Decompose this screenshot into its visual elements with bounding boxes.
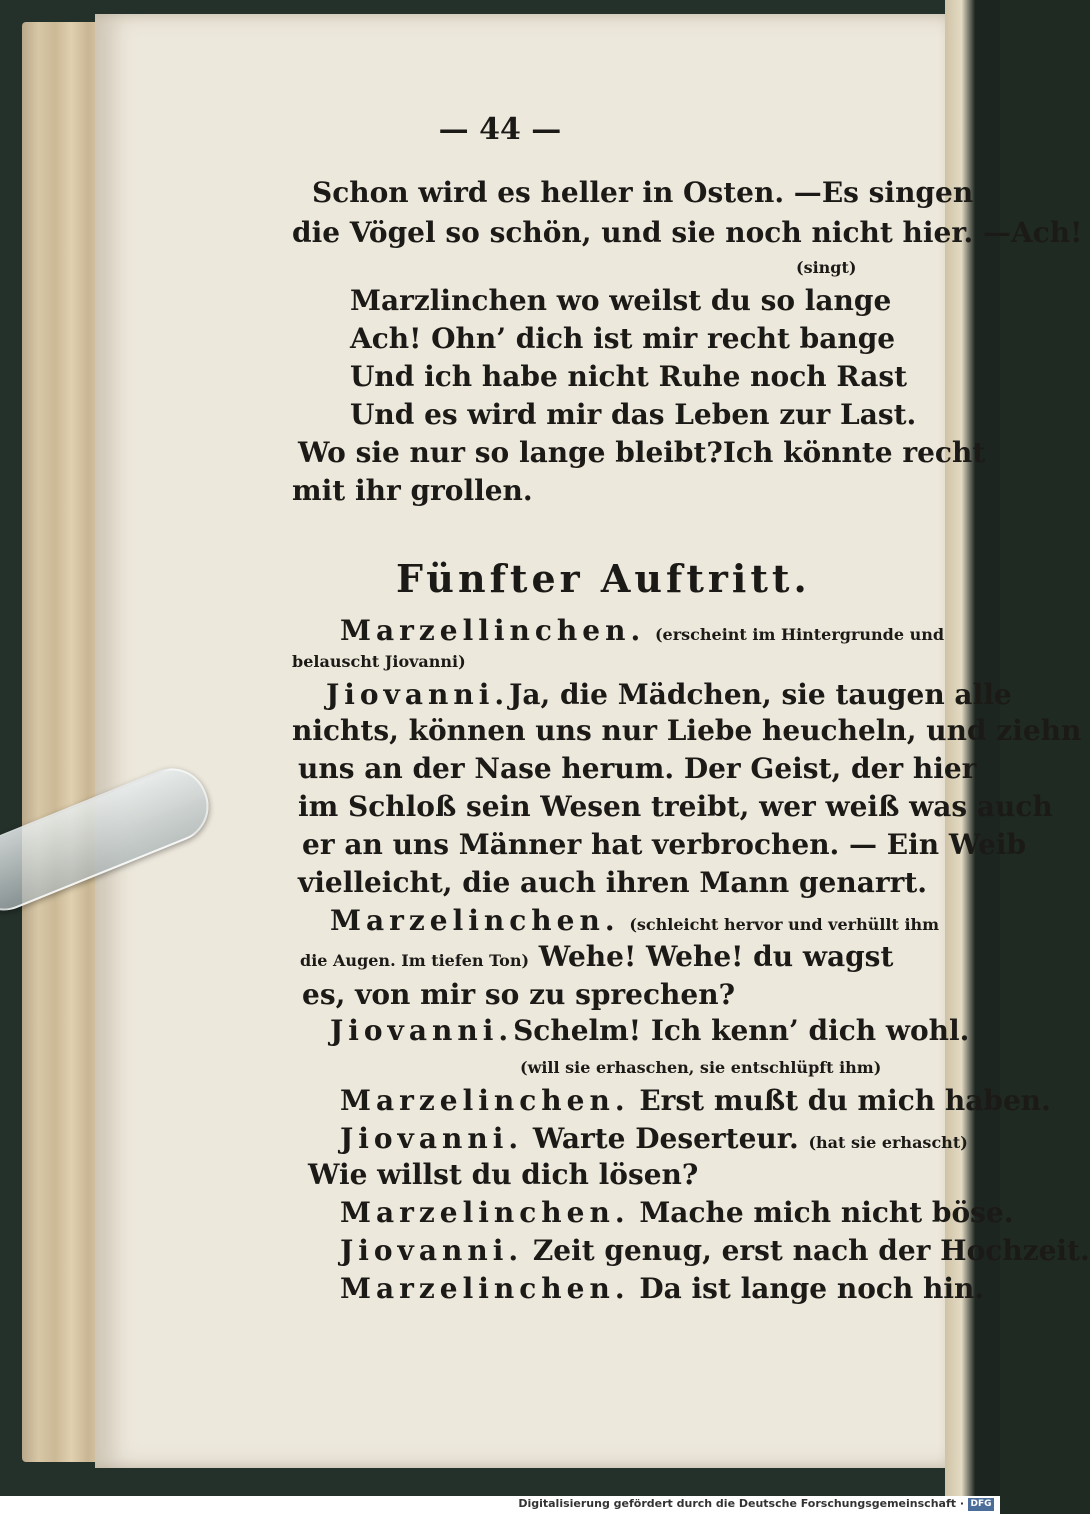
text-fragment: Schon wird es heller in Osten. —	[312, 176, 822, 209]
speech-text: Ja, die Mädchen, sie taugen alle	[509, 678, 1012, 711]
speech-text: Warte Deserteur.	[532, 1122, 799, 1155]
speaker-name: Jiovanni.	[330, 1014, 514, 1047]
text-fragment: Wo sie nur so lange bleibt?	[298, 436, 723, 469]
speaker-name: Marzelinchen.	[340, 1196, 630, 1229]
speech-text: Schelm! Ich kenn’ dich wohl.	[513, 1014, 970, 1047]
dfg-logo: DFG	[968, 1498, 994, 1511]
speech-line	[340, 1196, 1014, 1229]
speech-line: uns an der Nase herum. Der Geist, der hier	[298, 752, 977, 785]
stage-direction: die Augen. Im tiefen Ton)	[300, 951, 530, 970]
speech-line	[340, 1234, 1090, 1267]
song-line: Marzlinchen wo weilst du so lange	[350, 284, 892, 317]
speaker-name: Jiovanni.	[340, 1234, 524, 1267]
speaker-name: Marzelinchen.	[340, 1084, 630, 1117]
stage-direction: (erscheint im Hintergrunde und	[654, 625, 945, 644]
speech-line	[340, 1122, 968, 1155]
song-line: Und ich habe nicht Ruhe noch Rast	[350, 360, 908, 393]
speech-line	[326, 678, 1012, 711]
speech-text: Erst mußt du mich haben.	[639, 1084, 1051, 1117]
stage-direction: (singt)	[796, 258, 857, 277]
speaker-name: Jiovanni.	[326, 678, 510, 711]
speech-line: im Schloß sein Wesen treibt, wer weiß was auch	[298, 790, 1053, 823]
speech-line: nichts, können uns nur Liebe heucheln, und ziehn	[292, 714, 1082, 747]
text-line	[292, 216, 1083, 249]
speech-line: Wie willst du dich lösen?	[308, 1158, 699, 1191]
speech-text: Da ist lange noch hin.	[639, 1272, 985, 1305]
section-heading: Fünfter Auftritt.	[396, 556, 811, 601]
speech-line: es, von mir so zu sprechen?	[302, 978, 735, 1011]
text-line	[312, 176, 974, 209]
speech-line: er an uns Männer hat verbrochen. — Ein Weib	[302, 828, 1027, 861]
song-line: Ach! Ohn’ dich ist mir recht bange	[350, 322, 896, 355]
page-number: — 44 —	[438, 112, 562, 147]
text-fragment: Ich könnte recht	[722, 436, 986, 469]
song-line: Und es wird mir das Leben zur Last.	[350, 398, 917, 431]
text-line	[298, 436, 986, 469]
speech-text: Zeit genug, erst nach der Hochzeit.	[532, 1234, 1090, 1267]
text-fragment: Es singen	[821, 176, 974, 209]
stage-direction: (will sie erhaschen, sie entschlüpft ihm)	[520, 1058, 882, 1077]
speaker-name: Marzelinchen.	[340, 1272, 630, 1305]
text-fragment: die Vögel so schön, und sie noch nicht hier. —	[292, 216, 1012, 249]
stage-direction: belauscht Jiovanni)	[292, 652, 466, 671]
footer-bar	[0, 1496, 1000, 1514]
speech-line	[340, 1272, 984, 1305]
text-line: mit ihr grollen.	[292, 474, 533, 507]
speech-line: vielleicht, die auch ihren Mann genarrt.	[298, 866, 928, 899]
speech-line	[300, 940, 893, 973]
speech-text: Wehe! Wehe! du wagst	[538, 940, 894, 973]
speaker-name: Marzellinchen.	[340, 614, 646, 647]
stage-direction: (schleicht hervor und verhüllt ihm	[629, 915, 940, 934]
speech-line	[340, 614, 944, 647]
speech-line	[340, 1084, 1051, 1117]
speech-line	[330, 904, 939, 937]
speech-line	[330, 1014, 970, 1047]
speaker-name: Jiovanni.	[340, 1122, 524, 1155]
stage-direction: (hat sie erhascht)	[808, 1133, 968, 1152]
footer-credit: Digitalisierung gefördert durch die Deutsche Forschungsgemeinschaft ·	[518, 1497, 964, 1510]
text-fragment: Ach!	[1011, 216, 1083, 249]
speech-text: Mache mich nicht böse.	[639, 1196, 1014, 1229]
speaker-name: Marzelinchen.	[330, 904, 620, 937]
